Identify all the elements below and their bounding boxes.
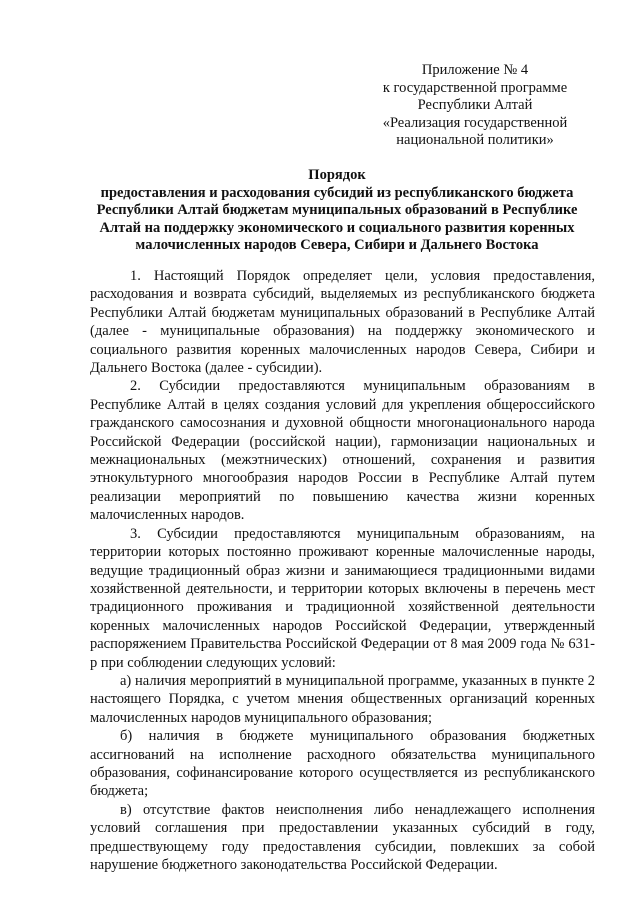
appendix-block bbox=[370, 62, 580, 150]
heading-line: малочисленных народов Севера, Сибири и Дальнего Востока bbox=[135, 237, 539, 254]
subparagraph-c: в) отсутствие фактов неисполнения либо ненадлежащего исполнения условий соглашения при предоставлении указанных субсидий в году, предшествующему году предоставления субсидии, повлекших за собой нарушение бюджетного законодательства Российской Федерации. bbox=[90, 801, 595, 873]
appendix-line: национальной политики» bbox=[396, 132, 554, 149]
appendix-line: «Реализация государственной bbox=[382, 114, 568, 131]
document-heading bbox=[84, 167, 590, 255]
paragraph-3: 3. Субсидии предоставляются муниципальным образованиям, на территории которых постоянно проживают коренные малочисленные народы, ведущие традиционный образ жизни и занимающиеся традиционными видами хозяйственной деятельности, и территории которых включены в перечень мест традиционного проживания и традиционной хозяйственной деятельности коренных малочисленных народов Российской Федерации, утвержденный распоряжением Правительства Российской Федерации от 8 мая 2009 года № 631-р при соблюдении следующих условий: bbox=[90, 525, 595, 671]
heading-line: Республики Алтай бюджетам муниципальных образований в Республике bbox=[96, 202, 578, 219]
heading-line: предоставления и расходования субсидий из республиканского бюджета bbox=[100, 184, 574, 201]
document-title: Порядок bbox=[308, 167, 366, 183]
heading-line: Алтай на поддержку экономического и социального развития коренных bbox=[99, 219, 575, 236]
appendix-line: Республики Алтай bbox=[417, 97, 533, 114]
subparagraph-b: б) наличия в бюджете муниципального образования бюджетных ассигнований на исполнение расходного обязательства муниципального образования, софинансирование которого осуществляется из республиканского бюджета; bbox=[90, 728, 595, 800]
document-body bbox=[90, 267, 595, 874]
appendix-line: к государственной программе bbox=[382, 79, 568, 96]
appendix-line: Приложение № 4 bbox=[421, 62, 529, 78]
paragraph-1: 1. Настоящий Порядок определяет цели, условия предоставления, расходования и возврата субсидий, выделяемых из республиканского бюджета Республики Алтай бюджетам муниципальных образований в Республике Алтай (далее - муниципальные образования) на поддержку экономического и социального развития коренных малочисленных народов Севера, Сибири и Дальнего Востока (далее - субсидии). bbox=[90, 268, 595, 377]
paragraph-2: 2. Субсидии предоставляются муниципальным образованиям в Республике Алтай в целях создания условий для укрепления общероссийского гражданского самосознания и духовной общности многонационального народа Российской Федерации (российской нации), гармонизации национальных и межнациональных (межэтнических) отношений, сохранения и развития этнокультурного многообразия народов России в Республике Алтай путем реализации мероприятий по повышению качества жизни коренных малочисленных народов. bbox=[90, 378, 595, 524]
subparagraph-a: а) наличия мероприятий в муниципальной программе, указанных в пункте 2 настоящего Порядка, с учетом мнения общественных организаций коренных малочисленных народов муниципального образования; bbox=[90, 672, 595, 726]
